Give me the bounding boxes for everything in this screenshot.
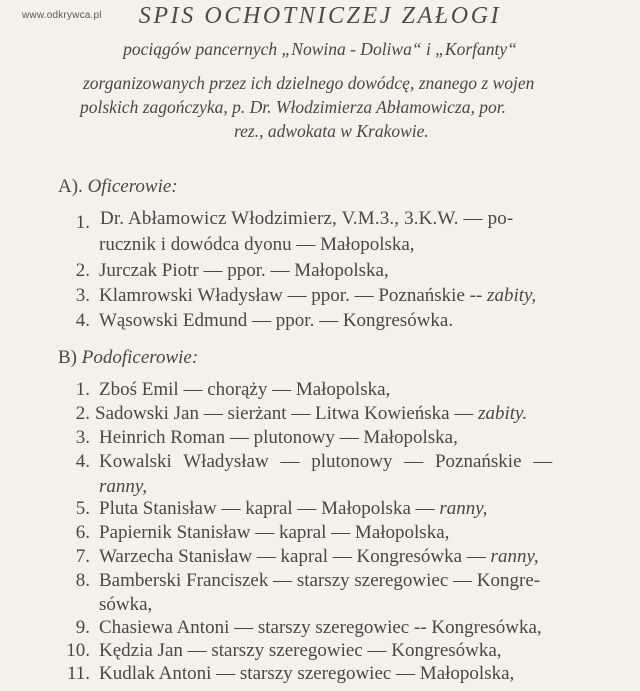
item-main: Klamrowski Władysław — ppor. — Poznańskie -- (99, 285, 488, 306)
item-number: 1. (75, 379, 90, 400)
status-note: zabity, (487, 285, 537, 306)
intro-line-3: rez., adwokata w Krakowie. (234, 121, 429, 141)
item-number: 4. (75, 310, 90, 331)
item-text (99, 498, 487, 520)
item-main: Sadowski Jan — sierżant — Litwa Kowieńska — (95, 403, 479, 424)
section-heading-a (58, 176, 178, 198)
item-text: Jurczak Piotr — ppor. — Małopolska, (99, 260, 389, 281)
item-text: Kudlak Antoni — starszy szeregowiec — Małopolska, (99, 663, 515, 684)
item-main: Warzecha Stanisław — kapral — Kongresówka — (99, 546, 491, 567)
item-text: Zboś Emil — chorąży — Małopolska, (99, 379, 391, 400)
status-note: ranny, (490, 546, 539, 567)
intro-line-2: polskich zagończyka, p. Dr. Włodzimierza Abłamowicza, por. (80, 97, 506, 117)
item-text (99, 546, 539, 568)
item-text (95, 403, 527, 425)
intro-line-1: zorganizowanych przez ich dzielnego dowódcę, znanego z wojen (83, 73, 535, 93)
item-number: 9. (75, 617, 90, 638)
section-name: Podoficerowie: (81, 347, 199, 368)
item-number: 10. (66, 640, 90, 661)
section-heading-b (58, 347, 198, 369)
item-number: 11. (66, 663, 90, 684)
item-text-cont: rucznik i dowódca dyonu — Małopolska, (99, 234, 415, 255)
item-number: 8. (75, 570, 90, 591)
item-main: Pluta Stanisław — kapral — Małopolska — (99, 498, 440, 519)
status-note: ranny, (99, 476, 148, 497)
item-text: Dr. Abłamowicz Włodzimierz, V.M.3., 3.K.W. — po- (100, 208, 514, 229)
item-number: 2. (75, 260, 90, 281)
status-note: zabity. (478, 403, 528, 424)
item-number: 3. (75, 427, 90, 448)
item-number: 2. (75, 403, 90, 424)
item-number: 1. (75, 212, 90, 233)
item-text: Kowalski Władysław — plutonowy — Poznańskie — (99, 451, 553, 472)
item-text: Bamberski Franciszek — starszy szeregowiec — Kongre- (99, 570, 541, 591)
item-text: Papiernik Stanisław — kapral — Małopolska, (99, 522, 450, 543)
section-name: Oficerowie: (87, 176, 178, 197)
subtitle: pociągów pancernych „Nowina - Doliwa“ i „Korfanty“ (123, 39, 517, 59)
item-text: Wąsowski Edmund — ppor. — Kongresówka. (99, 310, 454, 331)
section-letter: A). (58, 176, 83, 197)
item-text: Kędzia Jan — starszy szeregowiec — Kongresówka, (99, 640, 502, 661)
item-number: 5. (75, 498, 90, 519)
item-text (99, 285, 536, 307)
watermark: www.odkrywca.pl (22, 10, 102, 21)
section-letter: B) (58, 347, 77, 368)
item-number: 3. (75, 285, 90, 306)
item-number: 4. (75, 451, 90, 472)
page-title: SPIS OCHOTNICZEJ ZAŁOGI (138, 3, 502, 29)
item-number: 7. (75, 546, 90, 567)
status-note: ranny, (439, 498, 488, 519)
item-text: Chasiewa Antoni — starszy szeregowiec -- Kongresówka, (99, 617, 542, 638)
item-number: 6. (75, 522, 90, 543)
item-text-cont: sówka, (99, 594, 153, 615)
item-text: Heinrich Roman — plutonowy — Małopolska, (99, 427, 458, 448)
